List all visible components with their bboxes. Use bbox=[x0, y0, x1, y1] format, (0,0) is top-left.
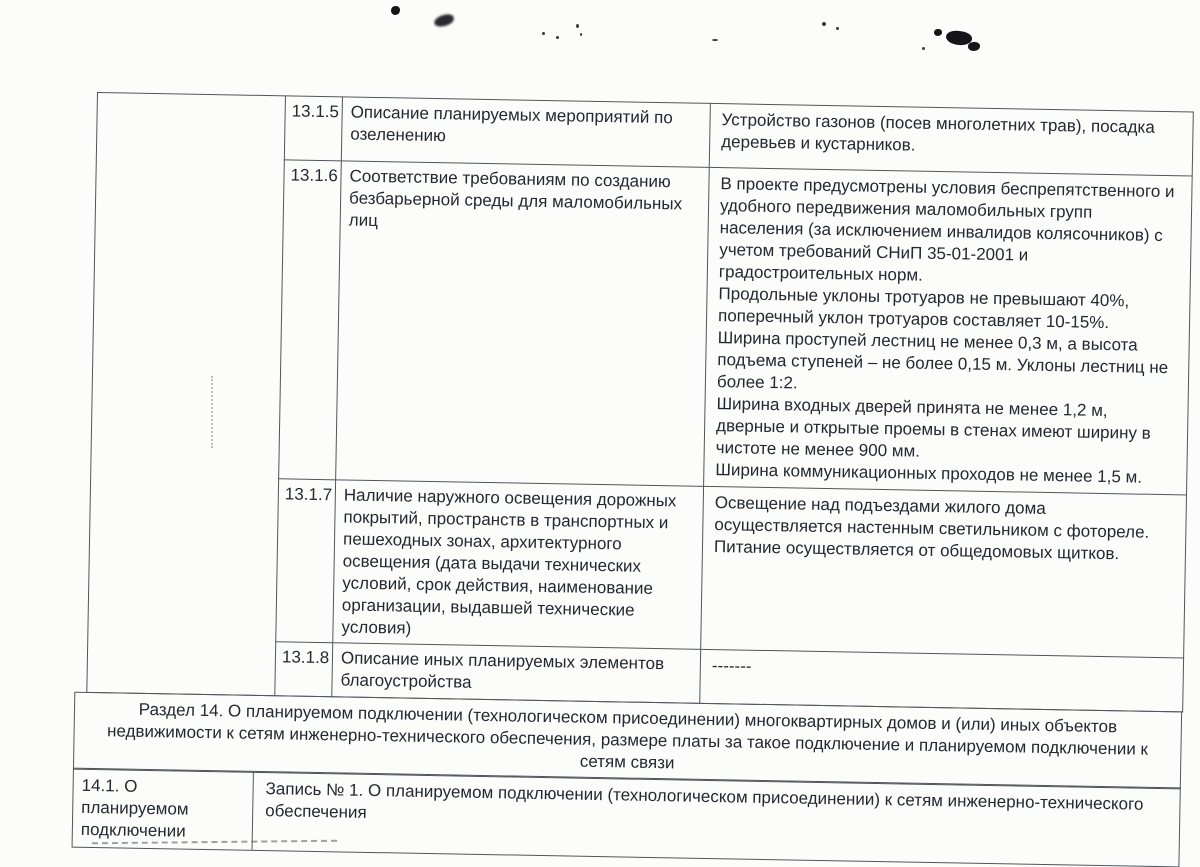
row-13-1-7-number: 13.1.7 bbox=[276, 479, 336, 643]
row-13-1-7-label: Наличие наружного освещения дорожных покрытий, пространств в транспортных и пешеходных зонах, архитектурного освещения (дата выдачи технических условий, срок действия, наименование организации, выдавшей технические условия) bbox=[333, 480, 704, 650]
section-13-table bbox=[86, 92, 1194, 712]
row-14-1-label: 14.1. О планируемом подключении bbox=[73, 769, 254, 850]
row-13-1-8-value: ------- bbox=[700, 649, 1184, 712]
ink-speck bbox=[922, 47, 925, 50]
ink-speck bbox=[542, 32, 545, 35]
category-column-empty bbox=[87, 93, 286, 696]
ink-speck bbox=[576, 24, 579, 28]
row-13-1-5-number: 13.1.5 bbox=[284, 96, 342, 161]
row-13-1-6-label: Соответствие требованиям по созданию безбарьерной среды для маломобильных лиц bbox=[336, 161, 710, 487]
ink-speck bbox=[556, 36, 559, 39]
table-row bbox=[96, 93, 1193, 177]
ink-blot bbox=[391, 6, 400, 15]
ink-blot bbox=[968, 42, 980, 51]
row-13-1-8-number: 13.1.8 bbox=[275, 642, 333, 697]
row-14-1-value: Запись № 1. О планируемом подключении (технологическом присоединении) к сетям инженерно-технического обеспечения bbox=[265, 779, 1144, 822]
scanned-document bbox=[80, 92, 1193, 867]
ink-smudge bbox=[433, 13, 455, 28]
row-13-1-5-label: Описание планируемых мероприятий по озеленению bbox=[341, 97, 710, 168]
row-13-1-8-label: Описание иных планируемых элементов благоустройства bbox=[332, 643, 701, 704]
ink-blot bbox=[934, 29, 942, 36]
ink-speck bbox=[822, 22, 826, 26]
row-13-1-6-number: 13.1.6 bbox=[279, 160, 342, 480]
ink-speck bbox=[580, 33, 582, 36]
row-13-1-7-value: Освещение над подъездами жилого дома осуществляется настенным светильником с фотореле. Питание осуществляется от общедомовых щитков. bbox=[701, 486, 1187, 658]
row-13-1-5-value: Устройство газонов (посев многолетних трав), посадка деревьев и кустарников. bbox=[709, 103, 1193, 176]
ink-speck bbox=[836, 27, 839, 30]
section-14-header: Раздел 14. О планируемом подключении (технологическом присоединении) многоквартирных домов и (или) иных объектов недвижимости к сетям инженерно-технического обеспечения, размере платы за такое подключение и планируемом подключении к сетям связи bbox=[73, 691, 1182, 789]
row-13-1-6-value: В проекте предусмотрены условия беспрепятственного и удобного передвижения маломобильных групп населения (за исключением инвалидов колясочников) с учетом требований СНиП 35-01-2001 и градостроительных норм. Продольные уклоны тротуаров не превышают 40%, поперечный уклон тротуаров составляет 10-15%. Ширина проступей лестниц не менее 0,3 м, а высота подъема ступеней – не более 0,15 м. Уклоны лестниц не более 1:2. Ширина входных дверей принята не менее 1,2 м, дверные и открытые проемы в стенах имеют ширину в чистоте не менее 900 мм. Ширина коммуникационных проходов не менее 1,5 м. bbox=[704, 167, 1193, 495]
ink-speck bbox=[712, 39, 718, 41]
